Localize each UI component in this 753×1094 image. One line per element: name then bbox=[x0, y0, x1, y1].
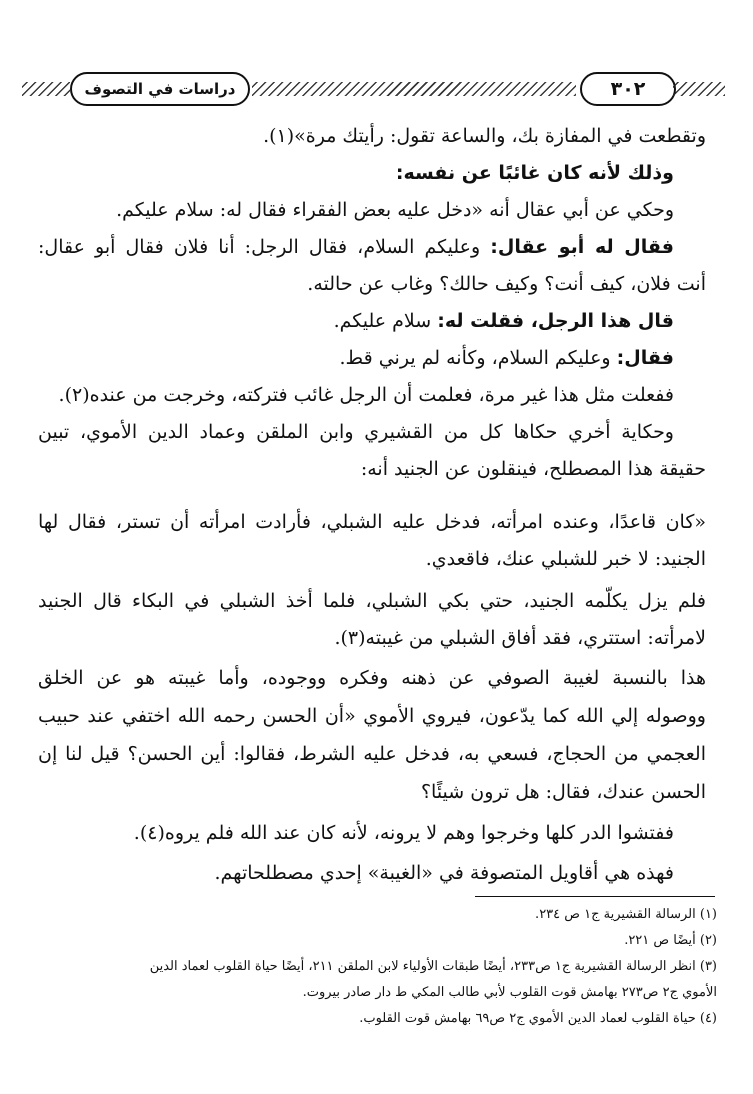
text-line: وحكاية أخري حكاها كل من القشيري وابن الملقن وعماد الدين الأموي، تبين bbox=[38, 421, 674, 443]
text-line: الحسن عندك، فقال: هل ترون شيئًا؟ bbox=[420, 781, 706, 803]
text-line: «كان قاعدًا، وعنده امرأته، فدخل عليه الشبلي، فأرادت امرأته أن تستر، فقال لها bbox=[38, 511, 706, 533]
text-line: هذا بالنسبة لغيبة الصوفي عن ذهنه وفكره ووجوده، وأما غيبته هو عن الخلق bbox=[38, 667, 706, 689]
footnote: (٢) أيضًا ص ٢٢١. bbox=[624, 933, 717, 948]
text-line: لامرأته: استتري، فقد أفاق الشبلي من غيبته(٣). bbox=[334, 627, 706, 649]
text-line: فقال: وعليكم السلام، وكأنه لم يرني قط. bbox=[339, 347, 674, 369]
text-line: العجمي من الحجاج، فسعي به، فدخل عليه الشرط، فقالوا: أين الحسن؟ قيل لنا إن bbox=[38, 743, 706, 765]
footnote: (١) الرسالة القشيرية ج١ ص ٢٣٤. bbox=[535, 907, 717, 922]
footnote: الأموي ج٢ ص٢٧٣ بهامش قوت القلوب لأبي طالب المكي ط دار صادر بيروت. bbox=[302, 985, 717, 1000]
text-line: قال هذا الرجل، فقلت له: سلام عليكم. bbox=[333, 310, 674, 332]
text-line: فهذه هي أقاويل المتصوفة في «الغيبة» إحدي مصطلحاتهم. bbox=[214, 862, 674, 884]
page-number: ٣٠٢ bbox=[580, 72, 676, 106]
header-ornament-left bbox=[22, 82, 70, 96]
running-header bbox=[14, 72, 731, 108]
text-line: أنت فلان، كيف أنت؟ وكيف حالك؟ وغاب عن حالته. bbox=[307, 273, 706, 295]
text-line: ففعلت مثل هذا غير مرة، فعلمت أن الرجل غائب فتركته، وخرجت من عنده(٢). bbox=[58, 384, 674, 406]
text-line: وحكي عن أبي عقال أنه «دخل عليه بعض الفقراء فقال له: سلام عليكم. bbox=[116, 199, 674, 221]
text-line: الجنيد: لا خبر للشبلي عنك، فاقعدي. bbox=[425, 548, 706, 570]
text-line: فقال له أبو عقال: وعليكم السلام، فقال الرجل: أنا فلان فقال أبو عقال: bbox=[38, 236, 674, 258]
running-title: دراسات في التصوف bbox=[70, 72, 250, 106]
text-line: وتقطعت في المفازة بك، والساعة تقول: رأيتك مرة»(١). bbox=[263, 125, 706, 147]
text-line: ووصوله إلي الله كما يدّعون، فيروي الأموي «أن الحسن رحمه الله اختفي عند حبيب bbox=[38, 705, 706, 727]
footnote-separator bbox=[475, 896, 715, 897]
text-line: فلم يزل يكلّمه الجنيد، حتي بكي الشبلي، فلما أخذ الشبلي في البكاء قال الجنيد bbox=[38, 590, 706, 612]
footnote: (٣) انظر الرسالة القشيرية ج١ ص٢٣٣، أيضًا طبقات الأولياء لابن الملقن ٢١١، أيضًا حياة القلوب لعماد الدين bbox=[149, 959, 717, 974]
header-ornament-center bbox=[252, 82, 576, 96]
text-line: وذلك لأنه كان غائبًا عن نفسه: bbox=[395, 162, 674, 184]
footnote: (٤) حياة القلوب لعماد الدين الأموي ج٢ ص٦٩ بهامش قوت القلوب. bbox=[359, 1011, 717, 1026]
header-ornament-right bbox=[673, 82, 725, 96]
text-line: حقيقة هذا المصطلح، فينقلون عن الجنيد أنه: bbox=[360, 458, 706, 480]
text-line: ففتشوا الدر كلها وخرجوا وهم لا يرونه، لأنه كان عند الله فلم يروه(٤). bbox=[133, 822, 674, 844]
